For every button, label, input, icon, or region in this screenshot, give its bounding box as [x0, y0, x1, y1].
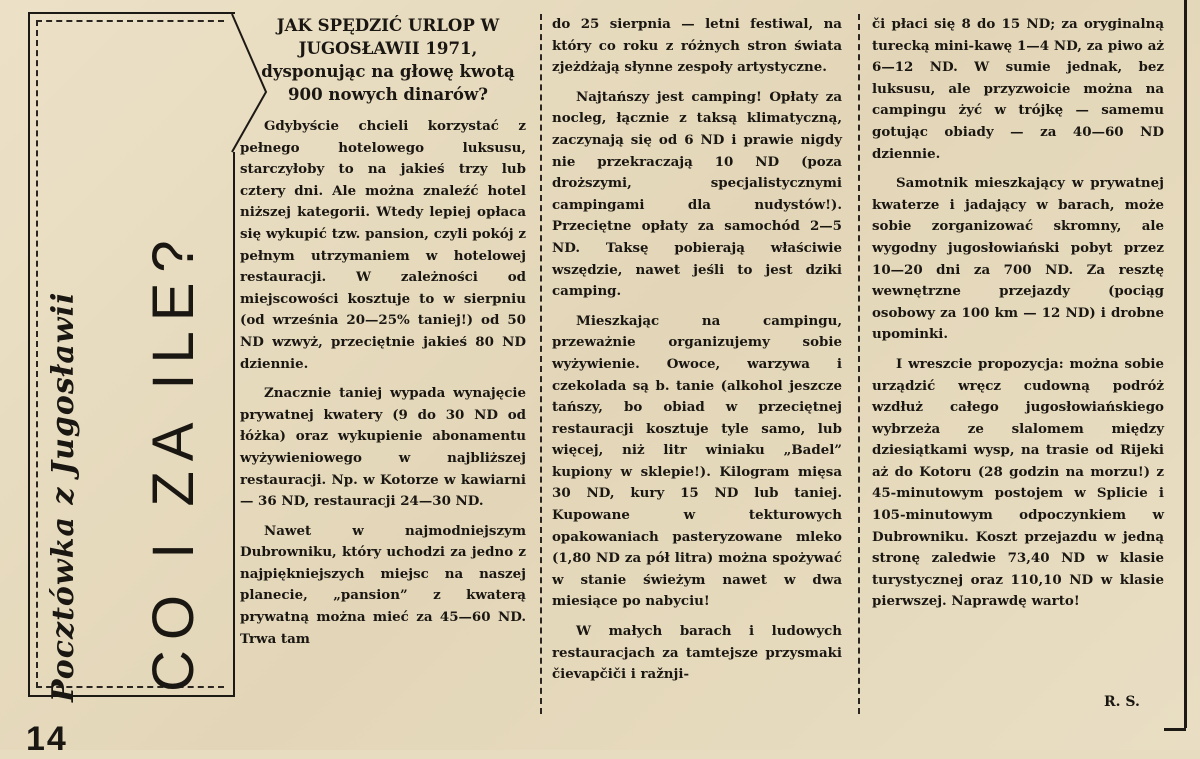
article-column-1 [240, 14, 526, 650]
paragraph: či płaci się 8 do 15 ND; za oryginalną turecką mini-kawę 1—4 ND, za piwo aż 6—12 ND. W sumie jednak, bez luksusu, ale przyzwoicie można na campingu żyć w trójkę — samemu gotując obiady — za 40—60 ND dziennie. [872, 16, 1164, 162]
paragraph: Mieszkając na campingu, przeważnie organizujemy sobie wyżywienie. Owoce, warzywa i czekolada są b. tanie (alkohol jeszcze tańszy, bo obiad w przeciętnej restauracji kosztuje tyle samo, lub więcej, niż litr winiaku „Badel” kupiony w sklepie!). Kilogram mięsa 30 ND, kury 15 ND lub taniej. Kupowane w tekturowych opakowaniach pasteryzowane mleko (1,80 ND za pół litra) można spożywać w stanie świeżym nawet w dwa miesiące po nabyciu! [552, 312, 842, 610]
column-separator [540, 14, 542, 714]
page-border-line [1184, 0, 1187, 728]
paragraph: W małych barach i ludowych restauracjach za tamtejsze przysmaki čievapčiči i ražnji- [552, 623, 842, 683]
paragraph: I wreszcie propozycja: można sobie urządzić wręcz cudowną podróż wzdłuż całego jugosłowiańskiego wybrzeża ze slalomem między dziesiątkami wysp, na trasie od Rijeki aż do Kotoru (28 godzin na morzu!) z 45-minutowym postojem w Splicie i 105-minutowym odpoczynkiem w Dubrowniku. Koszt przejazdu w jedną stronę zaledwie 73,40 ND w klasie turystycznej oraz 110,10 ND w klasie pierwszej. Naprawdę warto! [872, 355, 1164, 610]
page-border-line [1164, 728, 1186, 731]
sidebar-big-title: CO I ZA ILE? [141, 230, 206, 692]
article-column-2 [552, 14, 842, 686]
paragraph: Najtańszy jest camping! Opłaty za nocleg, łącznie z taksą klimatyczną, zaczynają się od 6 ND i prawie nigdy nie przekraczają 10 ND (poza droższymi, specjalistycznymi campingami dla nudystów!). Przeciętne opłaty za samochód 2—5 ND. Taksę pobierają właściwie wszędzie, nawet jeśli to jest dziki camping. [552, 88, 842, 300]
page-number: 14 [26, 720, 68, 758]
paragraph: Samotnik mieszkający w prywatnej kwaterze i jadający w barach, może sobie zorganizować skromny, ale wygodny jugosłowiański pobyt przez 10—20 dni za 700 ND. Za resztę wewnętrzne przejazdy (pociąg osobowy za 100 km — 12 ND) i drobne upominki. [872, 175, 1164, 343]
article-title: JAK SPĘDZIĆ URLOP W JUGOSŁAWII 1971, dysponując na głowę kwotą 900 nowych dinarów? [261, 15, 515, 104]
sidebar-script-title: Pocztówka z Jugosławii [46, 291, 81, 702]
article-column-3 [872, 14, 1164, 613]
paragraph: Nawet w najmodniejszym Dubrowniku, który uchodzi za jedno z najpiękniejszych miejsc na naszej planecie, „pansion” z kwaterą prywatną można mieć za 45—60 ND. Trwa tam [240, 522, 526, 647]
author-signature: R. S. [1104, 694, 1140, 710]
paragraph: Gdybyście chcieli korzystać z pełnego hotelowego luksusu, starczyłoby to na jakieś trzy lub cztery dni. Ale można znaleźć hotel niższej kategorii. Wtedy lepiej opłaca się wykupić tzw. pansion, czyli pokój z pełnym utrzymaniem w hotelowej restauracji. W zależności od miejscowości kosztuje to w sierpniu (od września 20—25% taniej!) od 50 ND wzwyż, przeciętnie jakieś 80 ND dziennie. [240, 118, 526, 372]
column-separator [858, 14, 860, 714]
paragraph: Znacznie taniej wypada wynajęcie prywatnej kwatery (9 do 30 ND od łóżka) oraz wykupienie abonamentu wyżywieniowego w najbliższej restauracji. Np. w Kotorze w kawiarni — 36 ND, restauracji 24—30 ND. [240, 385, 526, 510]
sidebar-panel [28, 12, 240, 702]
paragraph: do 25 sierpnia — letni festiwal, na który co roku z różnych stron świata zjeżdżają słynne zespoły artystyczne. [552, 16, 842, 76]
